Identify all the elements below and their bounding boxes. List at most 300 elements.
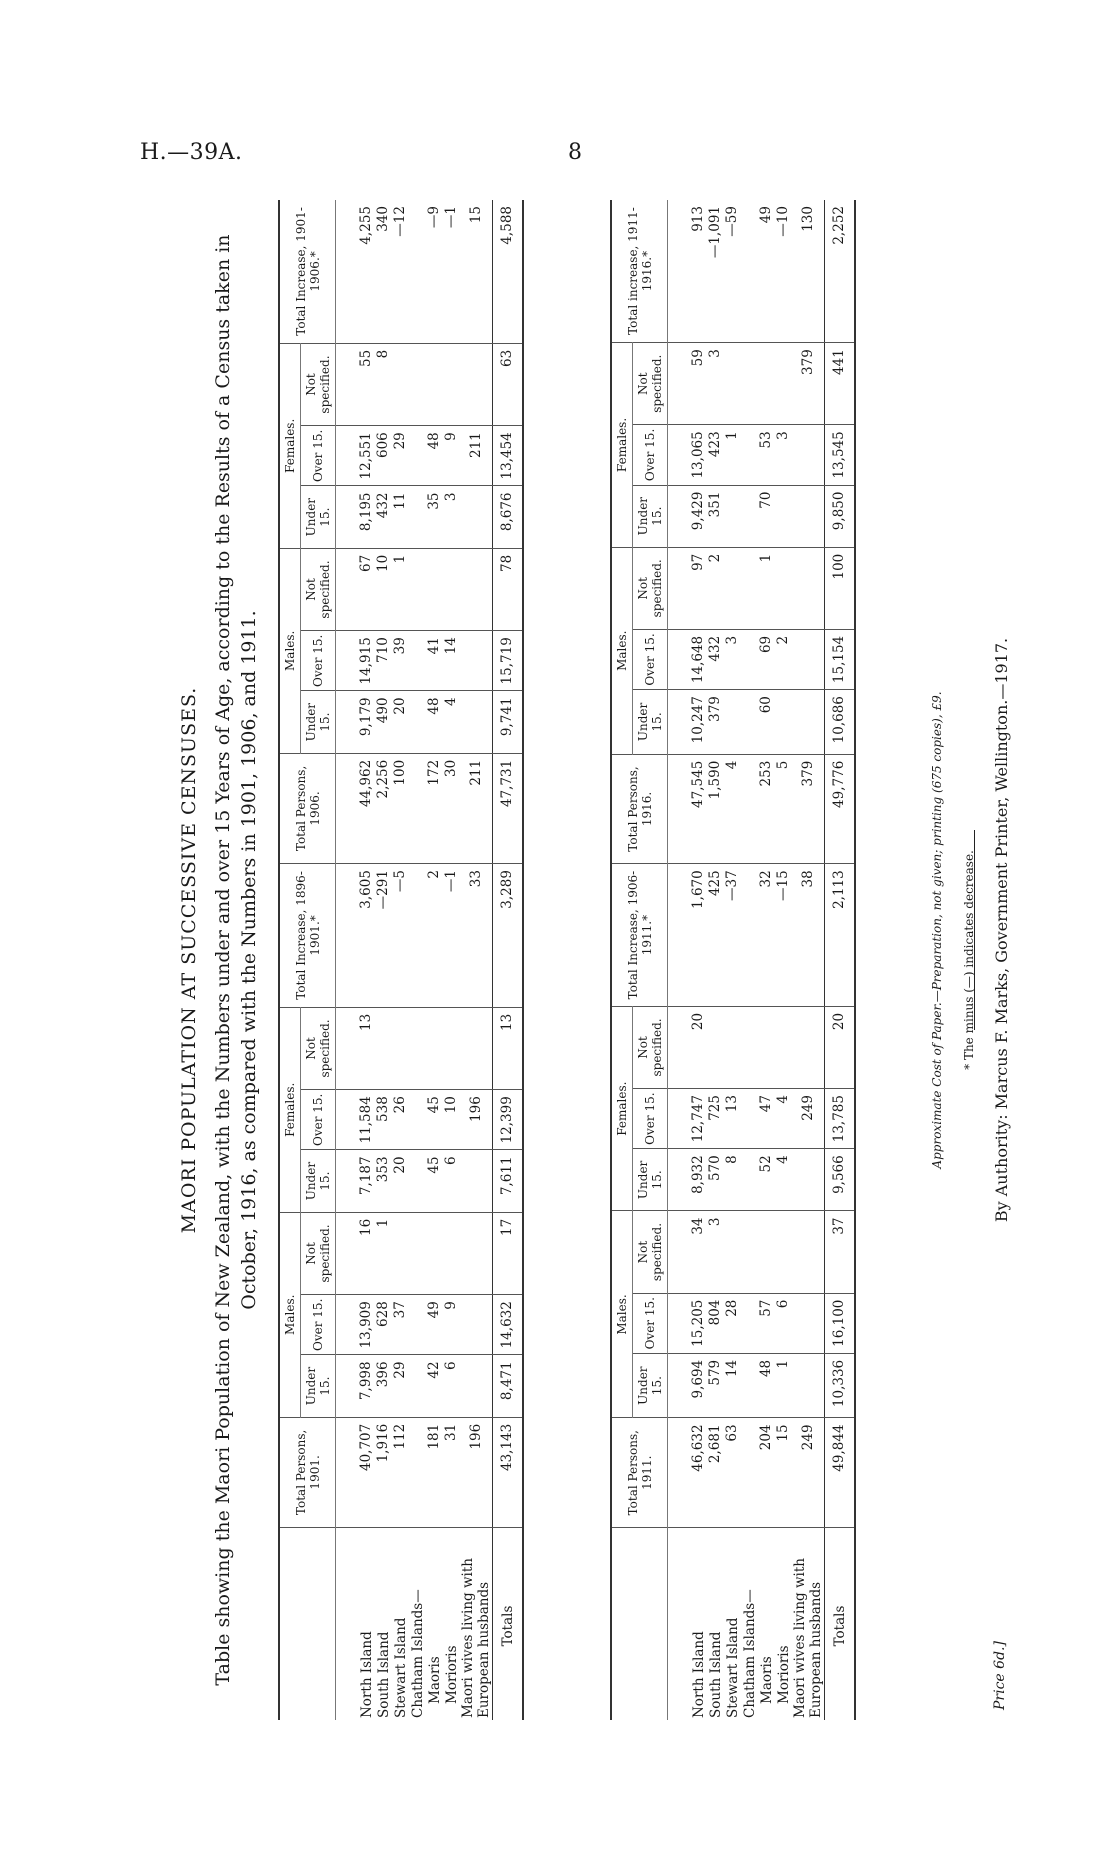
table-cell — [775, 1006, 792, 1088]
header-not-specified: Not specified. — [301, 548, 336, 630]
table-cell: 353 — [375, 1150, 392, 1212]
table-cell: 35 — [426, 486, 443, 548]
table-cell: 53 — [758, 425, 775, 485]
table-cell: 379 — [707, 690, 724, 755]
totals-cell: 13,785 — [825, 1089, 856, 1149]
table-row — [668, 200, 708, 1720]
totals-cell: 8,676 — [493, 486, 524, 548]
table-cell: 351 — [707, 485, 724, 547]
table-cell — [409, 753, 426, 863]
totals-cell: 2,252 — [825, 200, 856, 343]
header-under-15: Under 15. — [301, 1150, 336, 1212]
totals-cell: 17 — [493, 1212, 524, 1294]
table-cell: 8 — [724, 1149, 741, 1211]
totals-cell: 9,566 — [825, 1149, 856, 1211]
table-cell: 3 — [707, 1211, 724, 1293]
row-label: Chatham Islands— — [409, 1589, 426, 1718]
table-cell: 39 — [392, 631, 409, 691]
totals-cell: 13,545 — [825, 425, 856, 485]
table-cell: —1,091 — [707, 200, 724, 343]
table-cell: 10 — [443, 1090, 460, 1150]
header-total-persons: Total Persons, 1911. — [611, 1418, 668, 1528]
table-cell — [741, 1293, 758, 1353]
totals-cell: 63 — [493, 343, 524, 425]
table-row — [792, 200, 825, 1720]
table-cell — [792, 547, 825, 629]
table-cell — [741, 1353, 758, 1418]
table-cell: 100 — [392, 753, 409, 863]
header-total-increase: Total Increase, 1896-1901.* — [279, 864, 336, 1008]
table-cell: 14 — [443, 631, 460, 691]
table-cell: 30 — [443, 753, 460, 863]
header-over-15: Over 15. — [301, 1295, 336, 1355]
table-cell: 49 — [426, 1295, 443, 1355]
table-cell — [741, 343, 758, 425]
table-cell — [741, 547, 758, 629]
table-cell — [409, 343, 426, 425]
table-cell: 63 — [724, 1418, 741, 1528]
row-label: Morioris — [775, 1645, 792, 1704]
table-cell — [409, 631, 426, 691]
table-cell — [741, 1006, 758, 1088]
header-under-15: Under 15. — [633, 485, 668, 547]
table-cell — [792, 629, 825, 689]
table-cell: 340 — [375, 200, 392, 343]
table-cell: 45 — [426, 1090, 443, 1150]
totals-cell: 49,844 — [825, 1418, 856, 1528]
table-cell: 130 — [792, 200, 825, 343]
table-cell: 425 — [707, 864, 724, 1007]
table-cell: 1 — [724, 425, 741, 485]
table-cell: 423 — [707, 425, 724, 485]
row-label: North Island — [690, 1631, 707, 1718]
totals-cell: 15,719 — [493, 631, 524, 691]
table-cell: —1 — [443, 200, 460, 343]
table-cell: 8,932 — [668, 1149, 708, 1211]
table-cell: 15 — [775, 1418, 792, 1528]
table-cell — [409, 548, 426, 630]
header-over-15: Over 15. — [633, 425, 668, 485]
table-cell: 1,916 — [375, 1417, 392, 1527]
header-females: Females. — [611, 1006, 633, 1211]
row-label: Stewart Island — [724, 1617, 741, 1718]
table-cell — [426, 1007, 443, 1089]
table-cell: 490 — [375, 691, 392, 753]
totals-cell: 14,632 — [493, 1295, 524, 1355]
table-cell: —37 — [724, 864, 741, 1007]
table-cell: 26 — [392, 1090, 409, 1150]
table-cell — [792, 690, 825, 755]
table-cell — [409, 1150, 426, 1212]
table-cell: 1 — [392, 548, 409, 630]
table-cell — [758, 1211, 775, 1293]
table-cell: 55 — [336, 343, 376, 425]
table-cell — [409, 1090, 426, 1150]
row-header-blank — [279, 1528, 336, 1721]
header-not-specified: Not specified. — [301, 1007, 336, 1089]
table-cell — [443, 343, 460, 425]
table-cell: 15 — [460, 200, 493, 343]
table-cell: 172 — [426, 753, 443, 863]
totals-cell: 78 — [493, 548, 524, 630]
table-cell: 70 — [758, 485, 775, 547]
table-row — [758, 200, 775, 1720]
totals-cell: 16,100 — [825, 1293, 856, 1353]
table-cell: 2 — [426, 864, 443, 1008]
table-cell: 4,255 — [336, 200, 376, 343]
row-label: Stewart Island — [392, 1617, 409, 1718]
totals-cell: 9,741 — [493, 691, 524, 753]
table-cell: 69 — [758, 629, 775, 689]
table-cell — [741, 1418, 758, 1528]
table-cell: 913 — [668, 200, 708, 343]
table-cell: 20 — [392, 1150, 409, 1212]
table-cell — [443, 1007, 460, 1089]
page-title: MAORI POPULATION AT SUCCESSIVE CENSUSES. — [178, 686, 200, 1234]
table-cell — [409, 864, 426, 1008]
table-cell: 40,707 — [336, 1417, 376, 1527]
footnote: * The minus (—) indicates decrease. — [962, 850, 976, 1070]
table-cell: 253 — [758, 754, 775, 864]
table-cell — [460, 691, 493, 753]
table-cell: 6 — [775, 1293, 792, 1353]
header-total-persons-b: Total Persons, 1916. — [611, 754, 668, 864]
table-cell: 4 — [724, 754, 741, 864]
table-cell: 538 — [375, 1090, 392, 1150]
table-cell — [741, 864, 758, 1007]
table-cell: 59 — [668, 343, 708, 425]
table-cell: 48 — [758, 1353, 775, 1418]
header-over-15: Over 15. — [301, 631, 336, 691]
table-cell: 196 — [460, 1417, 493, 1527]
table-cell — [724, 547, 741, 629]
table-cell: 67 — [336, 548, 376, 630]
table-cell: 725 — [707, 1089, 724, 1149]
table-row — [392, 200, 409, 1720]
table-cell: 33 — [460, 864, 493, 1008]
table-cell — [409, 1417, 426, 1527]
table-cell — [724, 485, 741, 547]
totals-cell: 13,454 — [493, 426, 524, 486]
table-cell: 211 — [460, 426, 493, 486]
totals-row — [493, 200, 524, 1720]
header-not-specified: Not specified. — [633, 547, 668, 629]
totals-cell: 49,776 — [825, 754, 856, 864]
header-not-specified: Not specified. — [633, 343, 668, 425]
totals-cell: 13 — [493, 1007, 524, 1089]
table-cell: 3 — [707, 343, 724, 425]
header-males: Males. — [279, 1212, 301, 1417]
table-cell: 47,545 — [668, 754, 708, 864]
table-cell: 14 — [724, 1353, 741, 1418]
table-cell — [426, 1212, 443, 1294]
row-label: South Island — [375, 1631, 392, 1718]
totals-cell: 20 — [825, 1006, 856, 1088]
table-cell: 1 — [775, 1353, 792, 1418]
document-reference: H.—39A. — [140, 140, 243, 165]
table-cell: 11,584 — [336, 1090, 376, 1150]
table-cell — [758, 1006, 775, 1088]
table-cell: —291 — [375, 864, 392, 1008]
table-cell: 804 — [707, 1293, 724, 1353]
table-cell — [758, 343, 775, 425]
table-cell — [724, 1006, 741, 1088]
header-over-15: Over 15. — [301, 1090, 336, 1150]
table-cell — [741, 485, 758, 547]
table-cell: 3 — [443, 486, 460, 548]
table-cell: 9,694 — [668, 1353, 708, 1418]
table-cell — [724, 690, 741, 755]
table-cell: 396 — [375, 1355, 392, 1417]
header-under-15: Under 15. — [301, 691, 336, 753]
table-cell: 432 — [375, 486, 392, 548]
table-cell: 9 — [443, 1295, 460, 1355]
totals-cell: 47,731 — [493, 753, 524, 863]
table-cell — [460, 1355, 493, 1417]
totals-cell: 8,471 — [493, 1355, 524, 1417]
table-cell — [409, 1212, 426, 1294]
table-cell: 12,747 — [668, 1089, 708, 1149]
page-number: 8 — [568, 140, 582, 165]
table-cell: 112 — [392, 1417, 409, 1527]
table-cell: 13,909 — [336, 1295, 376, 1355]
table-cell: 204 — [758, 1418, 775, 1528]
table-cell: 42 — [426, 1355, 443, 1417]
header-not-specified: Not specified. — [633, 1006, 668, 1088]
table-cell — [460, 486, 493, 548]
table-cell — [409, 426, 426, 486]
table-cell: —1 — [443, 864, 460, 1008]
table-cell: 249 — [792, 1418, 825, 1528]
row-label: South Island — [707, 1631, 724, 1718]
table-cell: —59 — [724, 200, 741, 343]
table-cell: 710 — [375, 631, 392, 691]
totals-cell: 9,850 — [825, 485, 856, 547]
totals-cell: 7,611 — [493, 1150, 524, 1212]
header-females-b: Females. — [279, 343, 301, 548]
header-males-b: Males. — [611, 547, 633, 754]
table-cell — [792, 1293, 825, 1353]
header-total-increase-b: Total increase, 1911-1916.* — [611, 200, 668, 343]
table-cell: 196 — [460, 1090, 493, 1150]
table-row — [707, 200, 724, 1720]
header-over-15: Over 15. — [633, 629, 668, 689]
table-cell — [460, 1150, 493, 1212]
table-cell — [792, 1006, 825, 1088]
table-cell: 28 — [724, 1293, 741, 1353]
table-cell — [409, 691, 426, 753]
table-cell — [409, 486, 426, 548]
totals-cell: 4,588 — [493, 200, 524, 343]
table-cell: 48 — [426, 691, 443, 753]
table-cell: 3 — [724, 629, 741, 689]
table-row — [460, 200, 493, 1720]
table-cell: 4 — [443, 691, 460, 753]
table-cell: 7,187 — [336, 1150, 376, 1212]
rotated-table-page — [170, 180, 1040, 1740]
table-cell: 31 — [443, 1417, 460, 1527]
census-table-1911-1916 — [610, 200, 856, 1720]
table-cell: 9 — [443, 426, 460, 486]
table-cell — [741, 425, 758, 485]
table-cell — [792, 1211, 825, 1293]
table-cell — [375, 1007, 392, 1089]
table-cell: 379 — [792, 754, 825, 864]
table-cell: 379 — [792, 343, 825, 425]
table-cell: 46,632 — [668, 1418, 708, 1528]
table-cell: 16 — [336, 1212, 376, 1294]
header-not-specified: Not specified. — [301, 1212, 336, 1294]
table-cell — [460, 1295, 493, 1355]
table-cell — [426, 343, 443, 425]
table-cell — [775, 547, 792, 629]
table-cell — [741, 200, 758, 343]
table-cell — [460, 1212, 493, 1294]
table-cell: 4 — [775, 1149, 792, 1211]
table-cell — [741, 1089, 758, 1149]
table-cell: 20 — [392, 691, 409, 753]
table-cell — [792, 1149, 825, 1211]
table-cell: 4 — [775, 1089, 792, 1149]
table-cell — [443, 548, 460, 630]
table-cell: 432 — [707, 629, 724, 689]
table-cell — [392, 1212, 409, 1294]
table-cell: 6 — [443, 1355, 460, 1417]
table-cell: 1,670 — [668, 864, 708, 1007]
table-cell: 3,605 — [336, 864, 376, 1008]
table-cell: 606 — [375, 426, 392, 486]
table-cell — [724, 1211, 741, 1293]
header-total-increase: Total Increase, 1906-1911.* — [611, 864, 668, 1007]
totals-cell: 2,113 — [825, 864, 856, 1007]
row-label: Maori wives living with European husbands — [460, 1558, 492, 1718]
table-cell — [775, 690, 792, 755]
table-cell: 29 — [392, 1355, 409, 1417]
header-under-15: Under 15. — [633, 690, 668, 755]
header-over-15: Over 15. — [633, 1293, 668, 1353]
table-cell: —12 — [392, 200, 409, 343]
table-cell: 6 — [443, 1150, 460, 1212]
table-cell: 1 — [758, 547, 775, 629]
totals-cell: 100 — [825, 547, 856, 629]
header-over-15: Over 15. — [633, 1089, 668, 1149]
header-total-persons: Total Persons, 1901. — [279, 1417, 336, 1527]
table-row — [426, 200, 443, 1720]
table-cell: 11 — [392, 486, 409, 548]
totals-cell: 3,289 — [493, 864, 524, 1008]
table-cell: 181 — [426, 1417, 443, 1527]
table-cell: —10 — [775, 200, 792, 343]
row-label: Morioris — [443, 1645, 460, 1704]
table-cell: 8,195 — [336, 486, 376, 548]
table-cell: 12,551 — [336, 426, 376, 486]
table-cell — [409, 1295, 426, 1355]
table-cell: 44,962 — [336, 753, 376, 863]
header-males-b: Males. — [279, 548, 301, 753]
table-row — [336, 200, 376, 1720]
row-label: Maoris — [758, 1656, 775, 1704]
table-row — [724, 200, 741, 1720]
table-cell: 48 — [426, 426, 443, 486]
header-total-persons-b: Total Persons, 1906. — [279, 753, 336, 863]
table-cell: 10 — [375, 548, 392, 630]
totals-cell: 12,399 — [493, 1090, 524, 1150]
table-cell: 8 — [375, 343, 392, 425]
table-cell: 45 — [426, 1150, 443, 1212]
table-cell: 2 — [707, 547, 724, 629]
totals-cell: 441 — [825, 343, 856, 425]
table-cell: 3 — [775, 425, 792, 485]
table-description: Table showing the Maori Population of New Zealand, with the Numbers under and over 15 Years of Age, according to the Results of a Census taken in October, 1916, as compared with the Numbers in 1901, 1906, and 1911. — [212, 234, 260, 1686]
table-cell: 13 — [724, 1089, 741, 1149]
header-under-15: Under 15. — [301, 1355, 336, 1417]
table-cell — [741, 754, 758, 864]
header-over-15: Over 15. — [301, 426, 336, 486]
table-cell — [392, 1007, 409, 1089]
table-cell: —5 — [392, 864, 409, 1008]
table-cell — [460, 343, 493, 425]
approximate-cost-note: Approximate Cost of Paper.—Preparation, not given; printing (675 copies), £9. — [930, 691, 944, 1169]
table-cell — [775, 343, 792, 425]
table-cell: 47 — [758, 1089, 775, 1149]
divider-rule — [974, 830, 975, 1030]
table-cell — [409, 200, 426, 343]
table-cell — [707, 1006, 724, 1088]
table-cell: 41 — [426, 631, 443, 691]
table-cell — [460, 1007, 493, 1089]
table-cell — [724, 343, 741, 425]
table-cell — [792, 425, 825, 485]
totals-cell: 37 — [825, 1211, 856, 1293]
table-cell: 32 — [758, 864, 775, 1007]
table-cell: 1,590 — [707, 754, 724, 864]
header-under-15: Under 15. — [633, 1149, 668, 1211]
table-cell: 7,998 — [336, 1355, 376, 1417]
totals-label: Totals — [493, 1528, 524, 1721]
row-label: North Island — [358, 1631, 375, 1718]
table-cell: 38 — [792, 864, 825, 1007]
table-row — [409, 200, 426, 1720]
table-cell — [409, 1007, 426, 1089]
row-label: Chatham Islands— — [741, 1589, 758, 1718]
header-females: Females. — [279, 1007, 301, 1212]
table-cell: 570 — [707, 1149, 724, 1211]
table-row — [775, 200, 792, 1720]
row-label: Maori wives living with European husbands — [792, 1558, 824, 1718]
table-cell: 579 — [707, 1353, 724, 1418]
totals-cell: 43,143 — [493, 1417, 524, 1527]
table-cell: 2,256 — [375, 753, 392, 863]
row-label: Maoris — [426, 1656, 443, 1704]
table-cell — [392, 343, 409, 425]
table-cell — [409, 1355, 426, 1417]
table-cell: 14,648 — [668, 629, 708, 689]
table-cell: —15 — [775, 864, 792, 1007]
table-cell: 13 — [336, 1007, 376, 1089]
table-cell: 249 — [792, 1089, 825, 1149]
table-cell: 628 — [375, 1295, 392, 1355]
totals-cell: 15,154 — [825, 629, 856, 689]
table-cell — [775, 485, 792, 547]
table-cell: 2 — [775, 629, 792, 689]
table-cell: 9,179 — [336, 691, 376, 753]
table-cell: 9,429 — [668, 485, 708, 547]
table-cell: 34 — [668, 1211, 708, 1293]
totals-label: Totals — [825, 1528, 856, 1721]
table-cell: 57 — [758, 1293, 775, 1353]
rotated-imprint — [930, 110, 1080, 1750]
totals-cell: 10,336 — [825, 1353, 856, 1418]
